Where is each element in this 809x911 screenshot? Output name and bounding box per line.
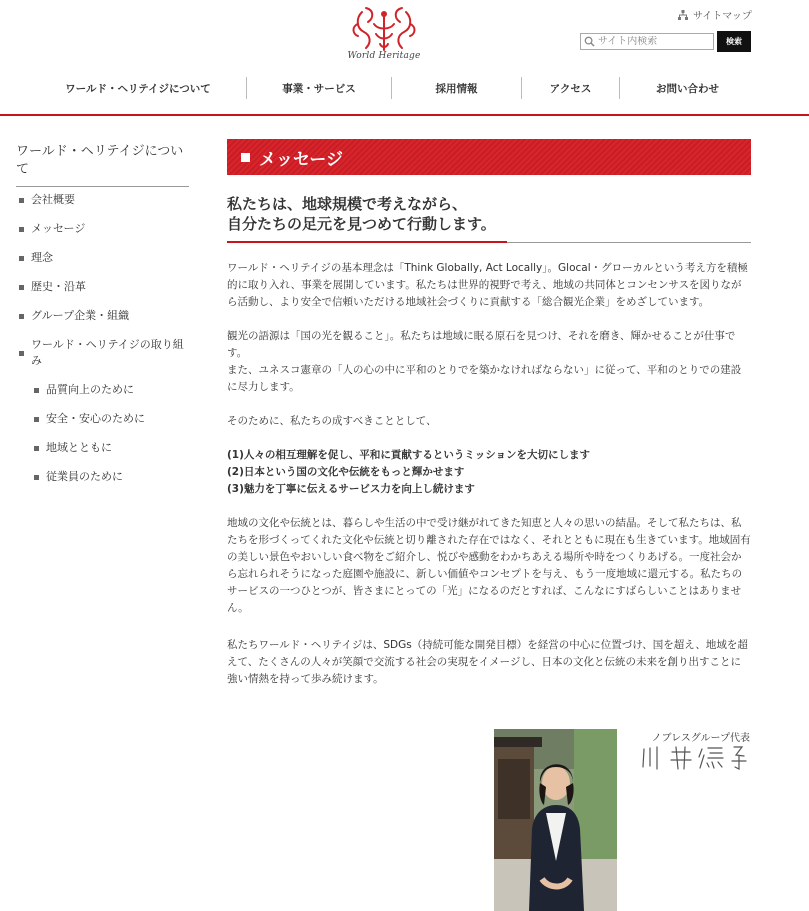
lead-divider-accent — [227, 241, 507, 243]
sidebar-item-group[interactable] — [19, 308, 199, 324]
bullet-icon — [19, 256, 24, 261]
sidebar-title: ワールド・ヘリテイジについて — [16, 143, 189, 187]
nav-contact[interactable]: お問い合わせ — [656, 82, 719, 95]
paragraph-tourism: 観光の語源は「国の光を観ること」。私たちは地域に眠る原石を見つけ、それを磨き、輝かせることが仕事です。 — [227, 330, 736, 359]
sitemap-label: サイトマップ — [693, 11, 752, 22]
sidebar-menu — [19, 192, 199, 498]
bullet-icon — [34, 417, 39, 422]
lead-line-1: 私たちは、地球規模で考えながら、 — [227, 195, 468, 213]
bullet-icon — [34, 475, 39, 480]
sidebar-item-label: 従業員のために — [46, 470, 123, 483]
sidebar-item-philosophy[interactable] — [19, 250, 199, 266]
page-title: メッセージ — [259, 149, 343, 170]
title-square-icon — [241, 153, 250, 162]
sidebar-item-quality[interactable] — [19, 382, 199, 398]
sidebar-item-label: ワールド・ヘリテイジの取り組み — [31, 338, 184, 367]
signature-name — [638, 743, 750, 771]
search-icon — [584, 36, 595, 47]
sidebar-item-label: メッセージ — [31, 222, 86, 235]
sidebar-item-label: 地域とともに — [46, 441, 112, 454]
sidebar-item-history[interactable] — [19, 279, 199, 295]
logo-icon — [344, 4, 424, 54]
paragraph-philosophy: ワールド・ヘリテイジの基本理念は「Think Globally, Act Locally」。Glocal・グローカルという考え方を積極的に取り入れ、事業を展開しています。私たちは世界的視野で考え、地域の共同体とコンセンサスを図りながら活動し、より安全で信頼いただける地域社会づくりに貢献する「総合観光企業」をめざしています。 — [227, 262, 748, 308]
bullet-icon — [19, 314, 24, 319]
mission-1: (1)人々の相互理解を促し、平和に貢献するというミッションを大切にします — [227, 449, 590, 461]
sidebar-item-label: 理念 — [31, 251, 53, 264]
search-box — [580, 33, 714, 50]
search-input[interactable] — [598, 36, 708, 47]
bullet-icon — [19, 351, 24, 356]
lead-divider — [227, 242, 751, 243]
signature-role: ノブレスグループ代表 — [651, 733, 750, 744]
sitemap-icon — [678, 10, 688, 20]
search-button[interactable]: 検索 — [717, 31, 751, 52]
paragraph-intro: そのために、私たちの成すべきこととして、 — [227, 415, 437, 427]
paragraph-culture: 地域の文化や伝統とは、暮らしや生活の中で受け継がれてきた知恵と人々の思いの結晶。そして私たちは、私たちを形づくってくれた文化や伝統と切り離された存在ではなく、それとともに現在も生きています。地域固有の美しい景色やおいしい食べ物をご紹介し、悦びや感動をわかちあえる場所や時をつくりあげる。一度社会から忘れられそうになった庭園や施設に、新しい価値やコンセプトを与え、もう一度地域に還元する。私たちのサービスの一つひとつが、皆さまにとっての「光」になるのだとすれば、こんなにすばらしいことはありません。 — [227, 517, 751, 614]
signature-handwriting — [638, 743, 750, 771]
site-header — [0, 0, 809, 116]
bullet-icon — [34, 446, 39, 451]
sidebar-item-label: 品質向上のために — [46, 383, 134, 396]
bullet-icon — [19, 198, 24, 203]
bullet-icon — [19, 285, 24, 290]
global-nav — [30, 77, 760, 99]
paragraph-unesco: また、ユネスコ憲章の「人の心の中に平和のとりでを築かなければならない」に従って、平和のとりでの建設に尽力します。 — [227, 364, 742, 393]
bullet-icon — [34, 388, 39, 393]
nav-access[interactable]: アクセス — [522, 77, 620, 99]
nav-about[interactable]: ワールド・ヘリテイジについて — [30, 77, 247, 99]
lead-heading — [227, 194, 751, 234]
portrait-image — [494, 729, 617, 911]
logo-text: World Heritage — [347, 51, 421, 61]
sidebar-item-initiatives[interactable] — [19, 337, 199, 369]
sidebar-item-community[interactable] — [19, 440, 199, 456]
sidebar-item-label: 会社概要 — [31, 193, 75, 206]
sidebar-item-label: グループ企業・組織 — [31, 309, 130, 322]
page-title-band — [227, 139, 751, 175]
sidebar-item-message[interactable] — [19, 221, 199, 237]
nav-recruit[interactable]: 採用情報 — [392, 77, 522, 99]
sidebar-item-label: 安全・安心のために — [46, 412, 145, 425]
lead-line-2: 自分たちの足元を見つめて行動します。 — [227, 215, 496, 233]
world-heritage-logo[interactable] — [344, 4, 424, 66]
paragraph-sdgs: 私たちワールド・ヘリテイジは、SDGs（持続可能な開発目標）を経営の中心に位置づけ、国を超え、地域を超えて、たくさんの人々が笑顔で交流する社会の実現をイメージし、日本の文化と伝統の未来を創り出すことに強い情熱を持って歩み続けます。 — [227, 639, 748, 685]
sidebar-item-employees[interactable] — [19, 469, 199, 485]
sidebar-item-company[interactable] — [19, 192, 199, 208]
bullet-icon — [19, 227, 24, 232]
nav-business[interactable]: 事業・サービス — [247, 77, 392, 99]
sidebar-item-label: 歴史・沿革 — [31, 280, 86, 293]
mission-3: (3)魅力を丁寧に伝えるサービス力を向上し続けます — [227, 483, 475, 495]
mission-2: (2)日本という国の文化や伝統をもっと輝かせます — [227, 466, 465, 478]
sitemap-link[interactable] — [678, 7, 752, 22]
sidebar-item-safety[interactable] — [19, 411, 199, 427]
representative-photo — [494, 729, 617, 911]
